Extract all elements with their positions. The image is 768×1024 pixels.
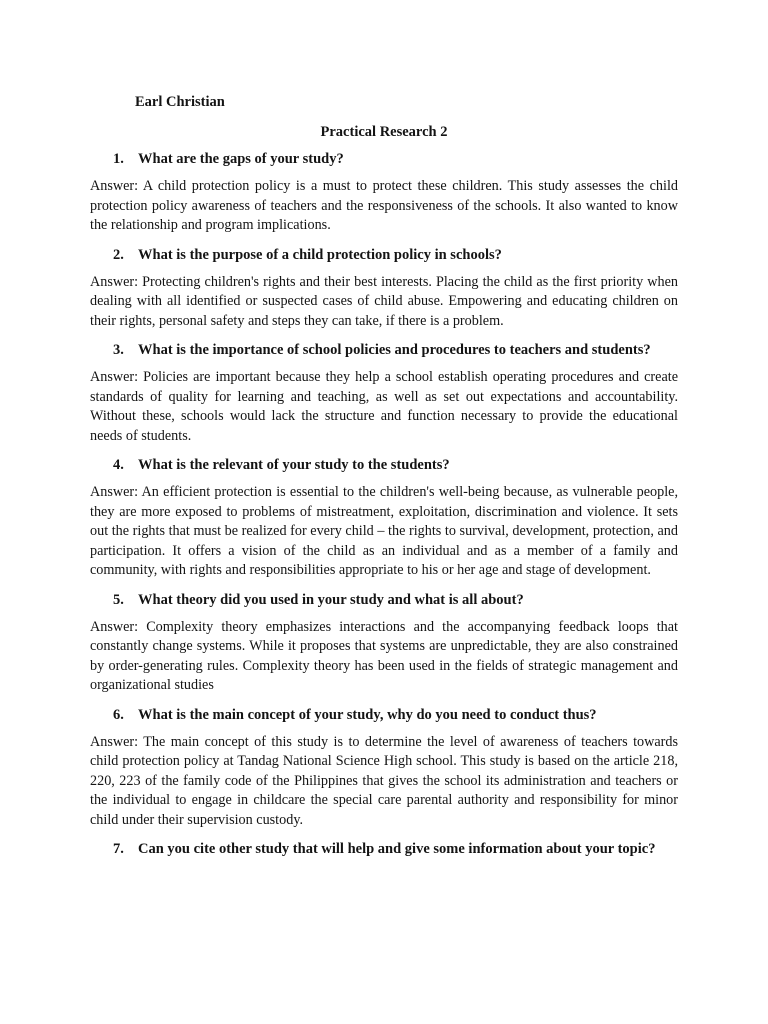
question-text: Can you cite other study that will help and give some information about your topic? <box>138 841 656 857</box>
question-3 <box>90 341 678 359</box>
document-title-text: Practical Research 2 <box>320 124 448 140</box>
answer-2: Answer: Protecting children's rights and their best interests. Placing the child as the first priority when dealing with all identified or suspected cases of child abuse. Empowering and educating children on their rights, personal safety and steps they can take, if there is a problem. <box>90 273 678 329</box>
question-number: 4. <box>113 457 124 473</box>
question-4 <box>90 456 678 474</box>
question-1 <box>90 150 678 168</box>
question-number: 2. <box>113 246 124 263</box>
document-title <box>0 123 768 141</box>
author-name: Earl Christian <box>135 94 225 110</box>
question-text: What is the importance of school policies and procedures to teachers and students? <box>138 342 651 358</box>
question-text: What is the main concept of your study, why do you need to conduct thus? <box>138 706 597 723</box>
answer-6: Answer: The main concept of this study is to determine the level of awareness of teachers towards child protection policy at Tandag National Science High school. This study is based on the article 218, 220, 223 of the family code of the Philippines that gives the school its administration and teachers or the individual to engage in childcare the special care parental authority and responsibility for minor child under their supervision custody. <box>90 733 678 828</box>
question-6 <box>90 706 678 724</box>
answer-4: Answer: An efficient protection is essential to the children's well-being because, as vulnerable people, they are more exposed to problems of mistreatment, exploitation, discrimination and violence. It sets out the rights that must be realized for every child – the rights to survival, development, protection, and participation. It offers a vision of the child as an individual and as a member of a family and community, with rights and responsibilities appropriate to his or her age and stage of development. <box>90 484 678 578</box>
question-7 <box>90 840 678 858</box>
question-number: 6. <box>113 706 124 723</box>
question-5 <box>90 591 678 609</box>
answer-3: Answer: Policies are important because they help a school establish operating procedures and create standards of quality for learning and teaching, as well as set out expectations and accountability. Without these, schools would lack the structure and function necessary to provide the educational needs of students. <box>90 369 678 444</box>
question-text: What are the gaps of your study? <box>138 151 344 167</box>
answer-5: Answer: Complexity theory emphasizes interactions and the accompanying feedback loops that constantly change systems. While it proposes that systems are unpredictable, they are also constrained by order-generating rules. Complexity theory has been used in the fields of strategic management and organizational studies <box>90 618 678 693</box>
question-text: What is the relevant of your study to the students? <box>138 457 450 473</box>
question-number: 1. <box>113 151 124 167</box>
answer-1: Answer: A child protection policy is a must to protect these children. This study assesses the child protection policy awareness of teachers and the responsiveness of the schools. It also wanted to know the relationship and program implications. <box>90 178 678 233</box>
question-text: What theory did you used in your study and what is all about? <box>138 591 524 608</box>
question-number: 7. <box>113 841 124 857</box>
question-number: 3. <box>113 342 124 358</box>
question-number: 5. <box>113 591 124 608</box>
qa-list <box>90 150 678 867</box>
question-2 <box>90 246 678 264</box>
question-text: What is the purpose of a child protection policy in schools? <box>138 246 502 263</box>
